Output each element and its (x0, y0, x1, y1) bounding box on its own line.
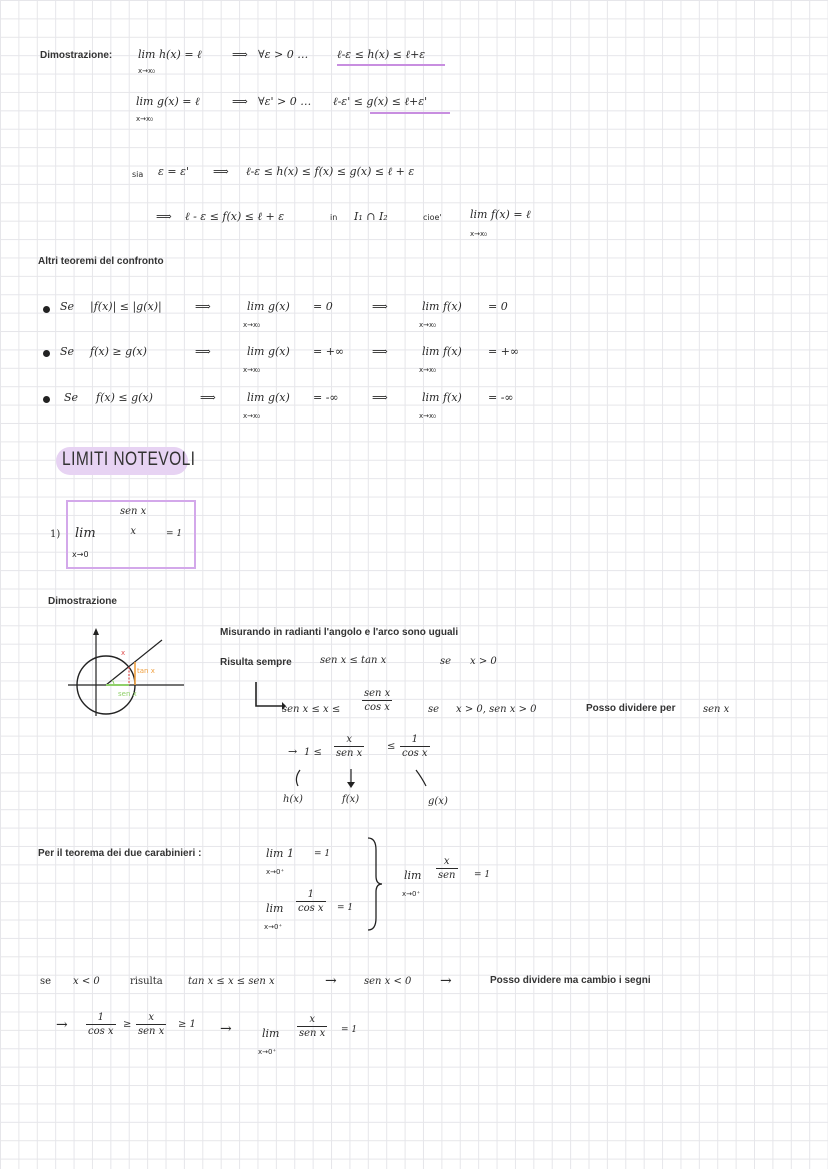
carab-den3: sen (438, 870, 456, 881)
neg-arrow4: → (220, 1021, 232, 1037)
eps-equal: ε = ε' (158, 165, 190, 178)
row3-sub-g: x→x₀ (243, 412, 260, 420)
neg-ge1: ≥ (123, 1019, 132, 1030)
limit-lim: lim (75, 526, 96, 541)
step-fraction-1 (334, 734, 364, 759)
underline-h (337, 64, 445, 66)
implies-3: ⟹ (213, 165, 229, 178)
ineq2-fraction (362, 688, 392, 713)
carab-eq1: = 1 (314, 849, 331, 859)
fig-sen-label: sen x (118, 690, 137, 698)
row2-val-f: = +∞ (488, 345, 520, 358)
row2-cond: f(x) ≥ g(x) (90, 345, 147, 358)
row2-lim-f: lim f(x) (422, 345, 462, 358)
intersection: I₁ ∩ I₂ (354, 210, 388, 223)
cond-1: x > 0 (470, 656, 497, 667)
row3-se: Se (64, 391, 79, 404)
row1-se: Se (60, 300, 75, 313)
neg-arrow3: → (56, 1017, 68, 1033)
neg-senneg: sen x < 0 (364, 976, 412, 987)
proof-label: Dimostrazione: (40, 50, 113, 61)
fig-tan-label: tan x (137, 667, 155, 675)
proof2-label: Dimostrazione (48, 596, 117, 607)
lim-h: lim h(x) = ℓ (138, 48, 202, 61)
carab-den2: cos x (298, 903, 324, 914)
neg-se: se (40, 976, 52, 987)
row1-sub-f: x→x₀ (419, 321, 436, 329)
row2-imp: ⟹ (195, 345, 211, 358)
step-arrow: → (288, 745, 298, 758)
ineq2-num: sen x (364, 688, 391, 699)
h-label: h(x) (283, 794, 303, 805)
limit-sub: x→0 (72, 550, 89, 559)
ineq-h: ℓ-ε ≤ h(x) ≤ ℓ+ε (337, 48, 426, 61)
row2-sub-f: x→x₀ (419, 366, 436, 374)
carab-lim2: lim (266, 902, 284, 915)
neg-cond: x < 0 (73, 976, 100, 987)
ineq-sen-tan: sen x ≤ tan x (320, 655, 387, 666)
row2-sub-g: x→x₀ (243, 366, 260, 374)
neg-fraction-2 (136, 1012, 166, 1037)
se-2: se (428, 704, 440, 715)
curly-brace (364, 836, 384, 932)
y-axis-arrow (93, 628, 99, 635)
carab-fraction-3 (436, 856, 458, 881)
sia-label: sia (132, 170, 144, 179)
step-fraction-2 (400, 734, 430, 759)
row1-lim-f: lim f(x) (422, 300, 462, 313)
ineq-f: ℓ - ε ≤ f(x) ≤ ℓ + ε (185, 210, 285, 223)
f-label: f(x) (342, 794, 360, 805)
cond-2: x > 0, sen x > 0 (456, 704, 537, 715)
neg-eq: = 1 (341, 1025, 358, 1035)
neg-arrow2: → (440, 973, 452, 989)
neg-den1: cos x (88, 1026, 114, 1037)
row3-lim-f: lim f(x) (422, 391, 462, 404)
row1-lim-g: lim g(x) (247, 300, 290, 313)
step-num: x (346, 734, 352, 745)
unit-circle-figure (66, 628, 186, 718)
step-den: sen x (336, 748, 363, 759)
limit-eq: = 1 (166, 529, 183, 539)
limit-num: sen x (120, 506, 147, 517)
limit-fraction (118, 506, 148, 537)
lim-g-sub: x→x₀ (136, 115, 153, 123)
hook-arrow (252, 680, 286, 710)
bullet-2 (43, 350, 50, 357)
row3-val-g: = -∞ (313, 391, 339, 404)
forall-eps-prime: ∀ε' > 0 … (258, 95, 312, 108)
neg-den3: sen x (299, 1028, 326, 1039)
row1-val-g: = 0 (313, 300, 333, 313)
carab-sub3: x→0⁺ (402, 890, 421, 898)
ineq2-den: cos x (364, 702, 390, 713)
neg-fraction-1 (86, 1012, 116, 1037)
neg-num3: x (309, 1014, 315, 1025)
lim-f-sub: x→x₀ (470, 230, 487, 238)
neg-risulta: risulta (130, 976, 163, 987)
posso-dividere: Posso dividere per (586, 703, 676, 714)
row3-imp: ⟹ (200, 391, 216, 404)
row1-cond: |f(x)| ≤ |g(x)| (90, 300, 162, 313)
carab-lim1: lim 1 (266, 847, 294, 860)
hfg-arrows (288, 766, 448, 790)
neg-fraction-3 (297, 1014, 327, 1039)
ineq-g: ℓ-ε' ≤ g(x) ≤ ℓ+ε' (333, 95, 428, 108)
misurando-text: Misurando in radianti l'angolo e l'arco sono uguali (220, 627, 459, 638)
step-num2: 1 (411, 734, 418, 745)
limit-den: x (130, 526, 136, 537)
implies-2: ⟹ (232, 95, 248, 108)
row2-se: Se (60, 345, 75, 358)
implies-4: ⟹ (156, 210, 172, 223)
carab-num2: 1 (307, 889, 314, 900)
limit-number: 1) (50, 529, 61, 540)
neg-arrow1: → (325, 973, 337, 989)
se-1: se (440, 656, 452, 667)
lim-g: lim g(x) = ℓ (136, 95, 200, 108)
neg-lim: lim (262, 1027, 280, 1040)
posso-val: sen x (703, 704, 730, 715)
neg-ge2: ≥ 1 (178, 1019, 196, 1030)
neg-sub: x→0⁺ (258, 1048, 277, 1056)
forall-eps: ∀ε > 0 … (258, 48, 309, 61)
row3-val-f: = -∞ (488, 391, 514, 404)
carab-lim3: lim (404, 869, 422, 882)
carab-eq3: = 1 (474, 870, 491, 880)
carab-sub2: x→0⁺ (264, 923, 283, 931)
row1-imp: ⟹ (195, 300, 211, 313)
altri-heading: Altri teoremi del confronto (38, 256, 164, 267)
step-one: 1 ≤ (304, 747, 322, 758)
carabinieri-label: Per il teorema dei due carabinieri : (38, 848, 202, 859)
fig-x-label: x (121, 649, 126, 657)
neg-num1: 1 (97, 1012, 104, 1023)
underline-g (370, 112, 450, 114)
lim-h-sub: x→x₀ (138, 67, 155, 75)
step-den2: cos x (402, 748, 428, 759)
cioe-label: cioe' (423, 213, 442, 222)
carab-sub1: x→0⁺ (266, 868, 285, 876)
row1-val-f: = 0 (488, 300, 508, 313)
bullet-3 (43, 396, 50, 403)
row3-lim-g: lim g(x) (247, 391, 290, 404)
neg-ineq: tan x ≤ x ≤ sen x (188, 976, 275, 987)
row2-lim-g: lim g(x) (247, 345, 290, 358)
carab-eq2: = 1 (337, 903, 354, 913)
implies-1: ⟹ (232, 48, 248, 61)
carab-fraction-2 (296, 889, 326, 914)
ineq2-left: sen x ≤ x ≤ (282, 704, 341, 715)
row3-cond: f(x) ≤ g(x) (96, 391, 153, 404)
in-label: in (330, 213, 338, 222)
risulta-text: Risulta sempre (220, 657, 292, 668)
row1-sub-g: x→x₀ (243, 321, 260, 329)
row1-imp2: ⟹ (372, 300, 388, 313)
ineq-chain: ℓ-ε ≤ h(x) ≤ f(x) ≤ g(x) ≤ ℓ + ε (246, 165, 415, 178)
step-le: ≤ (387, 741, 396, 752)
g-label: g(x) (428, 796, 448, 807)
limiti-title: LIMITI NOTEVOLI (62, 449, 196, 470)
neg-num2: x (148, 1012, 154, 1023)
carab-num3: x (443, 856, 450, 867)
row2-imp2: ⟹ (372, 345, 388, 358)
lim-f: lim f(x) = ℓ (470, 208, 531, 221)
neg-posso: Posso dividere ma cambio i segni (490, 975, 651, 986)
row3-imp2: ⟹ (372, 391, 388, 404)
row2-val-g: = +∞ (313, 345, 345, 358)
row3-sub-f: x→x₀ (419, 412, 436, 420)
bullet-1 (43, 306, 50, 313)
neg-den2: sen x (138, 1026, 165, 1037)
